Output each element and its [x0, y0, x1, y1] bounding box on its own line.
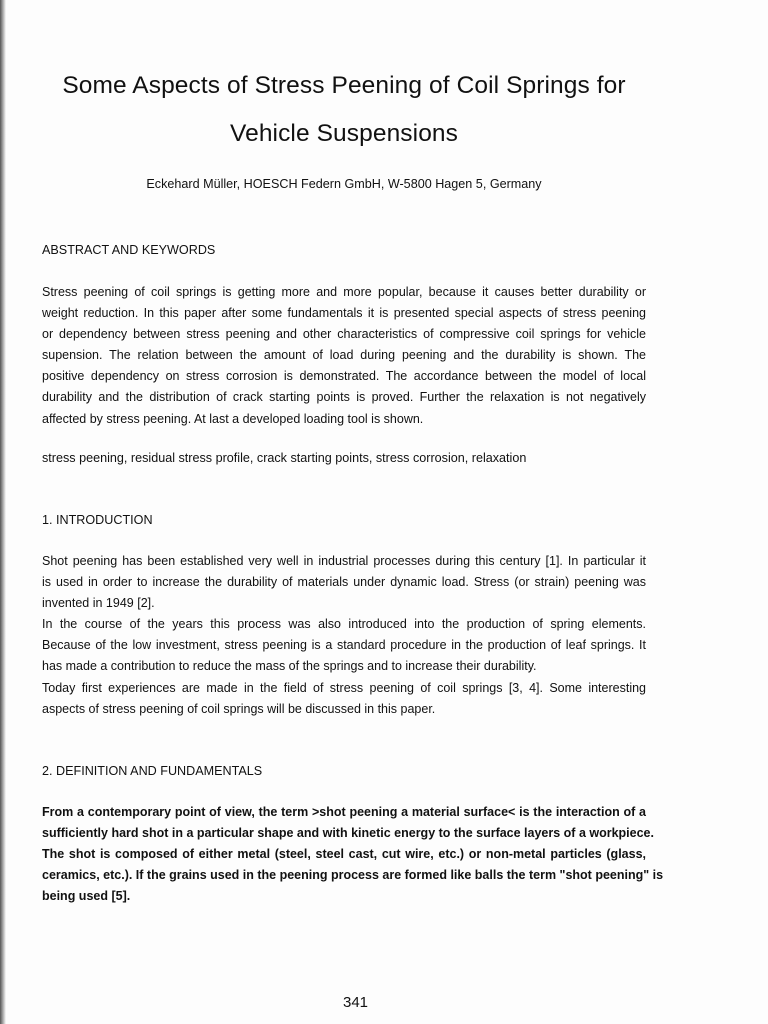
- introduction-line: aspects of stress peening of coil springs will be discussed in this paper.: [42, 701, 436, 716]
- abstract-paragraph: [42, 282, 646, 430]
- introduction-paragraph: [42, 551, 646, 720]
- scan-edge-shadow: [0, 0, 6, 1024]
- introduction-line: Shot peening has been established very well in industrial processes during this century [1]. In particular it: [42, 554, 646, 568]
- introduction-heading: 1. INTRODUCTION: [42, 513, 153, 527]
- introduction-line: In the course of the years this process was also introduced into the production of spring elements.: [42, 617, 646, 632]
- definition-line: sufficiently hard shot in a particular shape and with kinetic energy to the surface layers of a workpiece.: [42, 826, 654, 841]
- abstract-line: positive dependency on stress corrosion is demonstrated. The accordance between the model of local: [42, 369, 646, 384]
- introduction-line: Because of the low investment, stress peening is a standard procedure in the production of leaf springs. It: [42, 638, 646, 653]
- abstract-line: Stress peening of coil springs is getting more and more popular, because it causes better durability or: [42, 285, 646, 299]
- introduction-line: has made a contribution to reduce the mass of the springs and to increase their durability.: [42, 659, 537, 674]
- definition-line: The shot is composed of either metal (steel, steel cast, cut wire, etc.) or non-metal particles (glass,: [42, 847, 646, 862]
- abstract-line: or dependency between stress peening and other characteristics of compressive coil springs for vehicle: [42, 327, 646, 342]
- definition-heading: 2. DEFINITION AND FUNDAMENTALS: [42, 764, 263, 778]
- author-affiliation: Eckehard Müller, HOESCH Federn GmbH, W-5800 Hagen 5, Germany: [146, 177, 542, 191]
- abstract-line: durability and the distribution of crack starting points is proved. Further the relaxation is not negatively: [42, 390, 646, 405]
- title-line-1: Some Aspects of Stress Peening of Coil Springs for: [62, 72, 626, 99]
- abstract-line: weight reduction. In this paper after some fundamentals it is presented special aspects of stress peening: [42, 306, 646, 321]
- introduction-line: is used in order to increase the durability of materials under dynamic load. Stress (or strain) peening was: [42, 575, 646, 590]
- introduction-line: Today first experiences are made in the field of stress peening of coil springs [3, 4]. Some interesting: [42, 680, 646, 695]
- definition-line: ceramics, etc.). If the grains used in the peening process are formed like balls the term "shot peening" is: [42, 868, 664, 883]
- abstract-line: affected by stress peening. At last a developed loading tool is shown.: [42, 411, 424, 426]
- title-line-2: Vehicle Suspensions: [230, 120, 458, 147]
- definition-line: From a contemporary point of view, the term >shot peening a material surface< is the interaction of a: [42, 805, 646, 819]
- abstract-line: supension. The relation between the amount of load during peening and the durability is shown. The: [42, 348, 646, 363]
- definition-paragraph: [42, 802, 664, 907]
- introduction-line: invented in 1949 [2].: [42, 596, 155, 611]
- abstract-heading: ABSTRACT AND KEYWORDS: [42, 243, 216, 257]
- page-number: 341: [343, 994, 369, 1011]
- keywords-line: stress peening, residual stress profile, crack starting points, stress corrosion, relaxation: [42, 451, 527, 465]
- definition-line: being used [5].: [42, 889, 131, 904]
